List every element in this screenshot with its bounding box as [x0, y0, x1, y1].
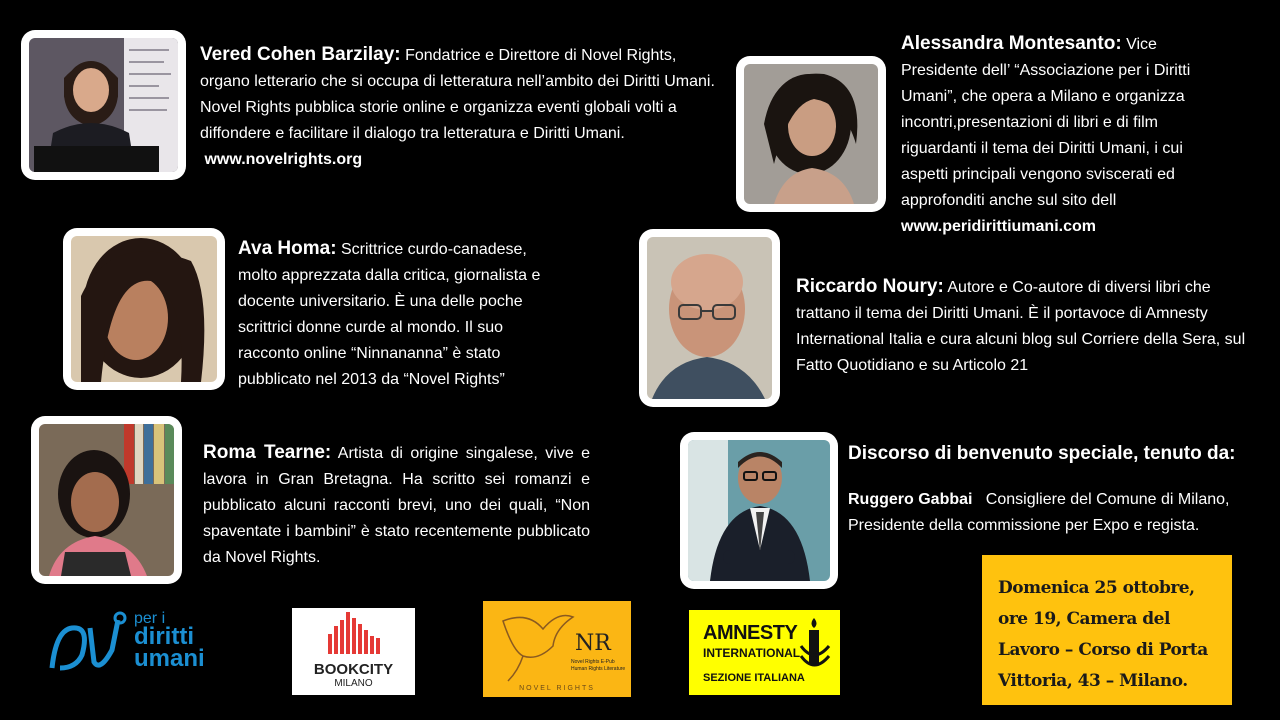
bookcity-books-icon — [292, 608, 415, 658]
speaker-name: Vered Cohen Barzilay: — [200, 44, 401, 65]
speaker-description: Fondatrice e Direttore di Novel Rights, organo letterario che si occupa di letteratura nell’ambito dei Diritti Umani. Novel Rights pubblica storie online e organizza eventi globali volti a diffondere e facilitare il dialogo tra letteratura e Diritti Umani. — [200, 47, 715, 142]
welcome-bio — [848, 487, 1268, 539]
event-address-line: Lavoro – Corso di Porta — [998, 640, 1208, 660]
speaker-website-link[interactable]: www.novelrights.org — [204, 151, 363, 168]
photo-ruggero-gabbai — [680, 432, 838, 589]
welcome-speaker-description: Consigliere del Comune di Milano, Presidente della commissione per Expo e regista. — [848, 491, 1230, 534]
photo-ava-homa — [63, 228, 225, 390]
amnesty-logo[interactable] — [689, 610, 840, 695]
peridirittiumani-text-mid: diritti — [134, 623, 194, 650]
novelrights-monogram: NR — [575, 631, 611, 656]
bookcity-subtitle: MILANO — [334, 678, 373, 689]
bio-alessandra-montesanto — [901, 31, 1231, 240]
bio-vered-cohen-barzilay — [200, 42, 720, 173]
photo-vered-cohen-barzilay — [21, 30, 186, 180]
speaker-website-link[interactable]: www.peridirittiumani.com — [901, 218, 1096, 235]
peridirittiumani-text-top: per i — [134, 610, 166, 627]
speaker-description: Artista di origine singalese, vive e lavora in Gran Bretagna. Ha scritto sei romanzi e pubblicato alcuni racconti brevi, uno dei quali, “Non spaventate i bambini” è stato recentemente pubblicato da Novel Rights. — [203, 445, 591, 566]
amnesty-subtitle: INTERNATIONAL — [703, 646, 801, 660]
novelrights-logo[interactable] — [483, 601, 631, 697]
speaker-description: Scrittrice curdo-canadese, molto apprezzata dalla critica, giornalista e docente universitario. È una delle poche scrittrici donne curde al mondo. Il suo racconto online “Ninnananna” è stato pubblicato nel 2013 da “Novel Rights” — [238, 241, 541, 388]
amnesty-section: SEZIONE ITALIANA — [703, 672, 805, 684]
novelrights-tagline-1: Novel Rights E-Pub — [571, 659, 615, 665]
candle-icon — [795, 616, 835, 676]
speaker-description: Autore e Co-autore di diversi libri che trattano il tema dei Diritti Umani. È il portavoce di Amnesty International Italia e cura alcuni blog sul Corriere della Sera, sul Fatto Quotidiano e su Articolo 21 — [796, 279, 1246, 374]
speaker-name: Ava Homa: — [238, 238, 337, 259]
speaker-name: Riccardo Noury: — [796, 276, 944, 297]
photo-roma-tearne — [31, 416, 182, 584]
bio-riccardo-noury — [796, 274, 1256, 379]
bio-roma-tearne — [203, 440, 590, 571]
bookcity-title: BOOKCITY — [313, 661, 394, 678]
novelrights-wordmark: NOVEL RIGHTS — [519, 685, 595, 692]
peridirittiumani-text-bot: umani — [134, 645, 205, 672]
amnesty-title: AMNESTY — [703, 622, 798, 644]
peridirittiumani-logo[interactable] — [42, 610, 242, 676]
welcome-heading: Discorso di benvenuto speciale, tenuto da: — [848, 443, 1236, 464]
bookcity-logo[interactable] — [292, 608, 415, 695]
event-time-line: ore 19, Camera del — [998, 609, 1170, 629]
event-address-line: Vittoria, 43 – Milano. — [998, 671, 1188, 691]
welcome-speaker-name: Ruggero Gabbai — [848, 491, 973, 508]
bio-ava-homa — [238, 236, 558, 393]
speaker-name: Alessandra Montesanto: — [901, 33, 1122, 54]
event-date-line: Domenica 25 ottobre, — [998, 578, 1195, 598]
novelrights-tagline-2: Human Rights Literature — [571, 666, 626, 672]
speaker-description: Vice Presidente dell’ “Associazione per i Diritti Umani”, che opera a Milano e organizza incontri,presentazioni di libri e di film riguardanti il tema dei Diritti Umani, i cui aspetti principali vengono sviscerati ed approfonditi anche sul sito dell — [901, 36, 1191, 209]
photo-alessandra-montesanto — [736, 56, 886, 212]
photo-riccardo-noury — [639, 229, 780, 407]
event-details-box — [982, 555, 1232, 705]
speaker-name: Roma Tearne: — [203, 442, 332, 463]
